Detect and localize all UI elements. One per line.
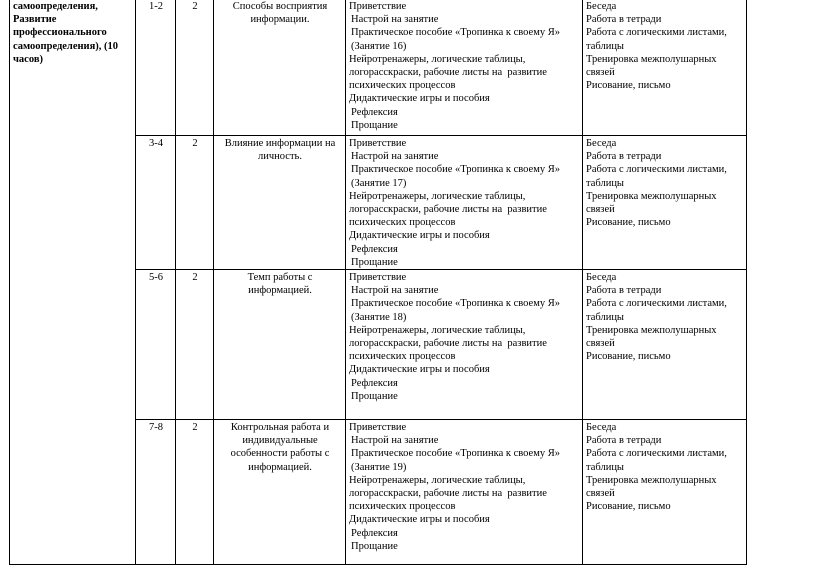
content-line: Практическое пособие «Тропинка к своему Я» (Занятие 19)	[351, 448, 563, 473]
content-line: Настрой на занятие	[351, 285, 439, 297]
lesson-forms	[583, 270, 747, 420]
lesson-forms	[583, 0, 747, 136]
content-line: Приветствие	[349, 138, 407, 149]
lesson-content	[346, 270, 583, 420]
lesson-content	[346, 136, 583, 270]
content-line: Нейротренажеры, логические таблицы, логорасскраски, рабочие листы на развитие психических процессов	[349, 474, 550, 513]
form-line: Беседа	[586, 422, 617, 434]
content-line: Рефлексия	[351, 106, 398, 118]
form-line: Работа в тетради	[586, 435, 662, 447]
lesson-hours: 2	[176, 270, 214, 420]
form-line: Тренировка межполушарных связей	[586, 474, 720, 500]
content-line: Нейротренажеры, логические таблицы, логорасскраски, рабочие листы на развитие психических процессов	[349, 324, 550, 363]
lesson-number: 1-2	[136, 0, 176, 136]
form-line: Беседа	[586, 272, 617, 284]
content-line: Рефлексия	[351, 527, 398, 539]
content-line: Нейротренажеры, логические таблицы, логорасскраски, рабочие листы на развитие психических процессов	[349, 53, 550, 92]
form-line: Работа с логическими листами, таблицы	[586, 448, 730, 473]
content-line: Дидактические игры и пособия	[349, 514, 490, 526]
lesson-hours: 2	[176, 136, 214, 270]
form-line: Тренировка межполушарных связей	[586, 190, 720, 216]
content-line: Прощание	[351, 540, 398, 552]
lesson-number: 3-4	[136, 136, 176, 270]
form-line: Рисование, письмо	[586, 501, 671, 513]
content-line: Рефлексия	[351, 377, 398, 389]
form-line: Рисование, письмо	[586, 217, 671, 229]
section-title-cell	[10, 0, 136, 565]
content-line: Прощание	[351, 390, 398, 402]
content-line: Дидактические игры и пособия	[349, 93, 490, 105]
content-line: Приветствие	[349, 272, 407, 284]
lesson-hours: 2	[176, 0, 214, 136]
content-line: Настрой на занятие	[351, 14, 439, 26]
lesson-plan-table	[9, 0, 747, 565]
content-line: Практическое пособие «Тропинка к своему Я» (Занятие 16)	[351, 27, 563, 52]
table-row	[10, 0, 747, 136]
content-line: Нейротренажеры, логические таблицы, логорасскраски, рабочие листы на развитие психических процессов	[349, 190, 550, 229]
lesson-forms	[583, 136, 747, 270]
lesson-number: 5-6	[136, 270, 176, 420]
form-line: Работа в тетради	[586, 285, 662, 297]
lesson-number: 7-8	[136, 420, 176, 565]
content-line: Дидактические игры и пособия	[349, 364, 490, 376]
content-line: Рефлексия	[351, 243, 398, 255]
section-title: самоопределения, Развитие профессионального самоопределения), (10 часов)	[13, 1, 119, 65]
form-line: Работа с логическими листами, таблицы	[586, 164, 730, 189]
lesson-topic: Темп работы с информацией.	[214, 270, 346, 420]
form-line: Беседа	[586, 1, 617, 12]
form-line: Работа в тетради	[586, 14, 662, 26]
form-line: Работа в тетради	[586, 151, 662, 163]
lesson-hours: 2	[176, 420, 214, 565]
lesson-content	[346, 420, 583, 565]
lesson-topic: Влияние информации на личность.	[214, 136, 346, 270]
form-line: Рисование, письмо	[586, 80, 671, 92]
content-line: Практическое пособие «Тропинка к своему Я» (Занятие 18)	[351, 298, 563, 323]
form-line: Тренировка межполушарных связей	[586, 324, 720, 350]
form-line: Работа с логическими листами, таблицы	[586, 27, 730, 52]
content-line: Настрой на занятие	[351, 435, 439, 447]
lesson-content	[346, 0, 583, 136]
form-line: Тренировка межполушарных связей	[586, 53, 720, 79]
content-line: Практическое пособие «Тропинка к своему Я» (Занятие 17)	[351, 164, 563, 189]
content-line: Настрой на занятие	[351, 151, 439, 163]
content-line: Приветствие	[349, 422, 407, 434]
content-line: Приветствие	[349, 1, 407, 12]
content-line: Дидактические игры и пособия	[349, 230, 490, 242]
lesson-topic: Контрольная работа и индивидуальные особенности работы с информацией.	[214, 420, 346, 565]
lesson-topic: Способы восприятия информации.	[214, 0, 346, 136]
form-line: Беседа	[586, 138, 617, 149]
content-line: Прощание	[351, 256, 398, 268]
form-line: Рисование, письмо	[586, 351, 671, 363]
form-line: Работа с логическими листами, таблицы	[586, 298, 730, 323]
content-line: Прощание	[351, 119, 398, 131]
lesson-forms	[583, 420, 747, 565]
